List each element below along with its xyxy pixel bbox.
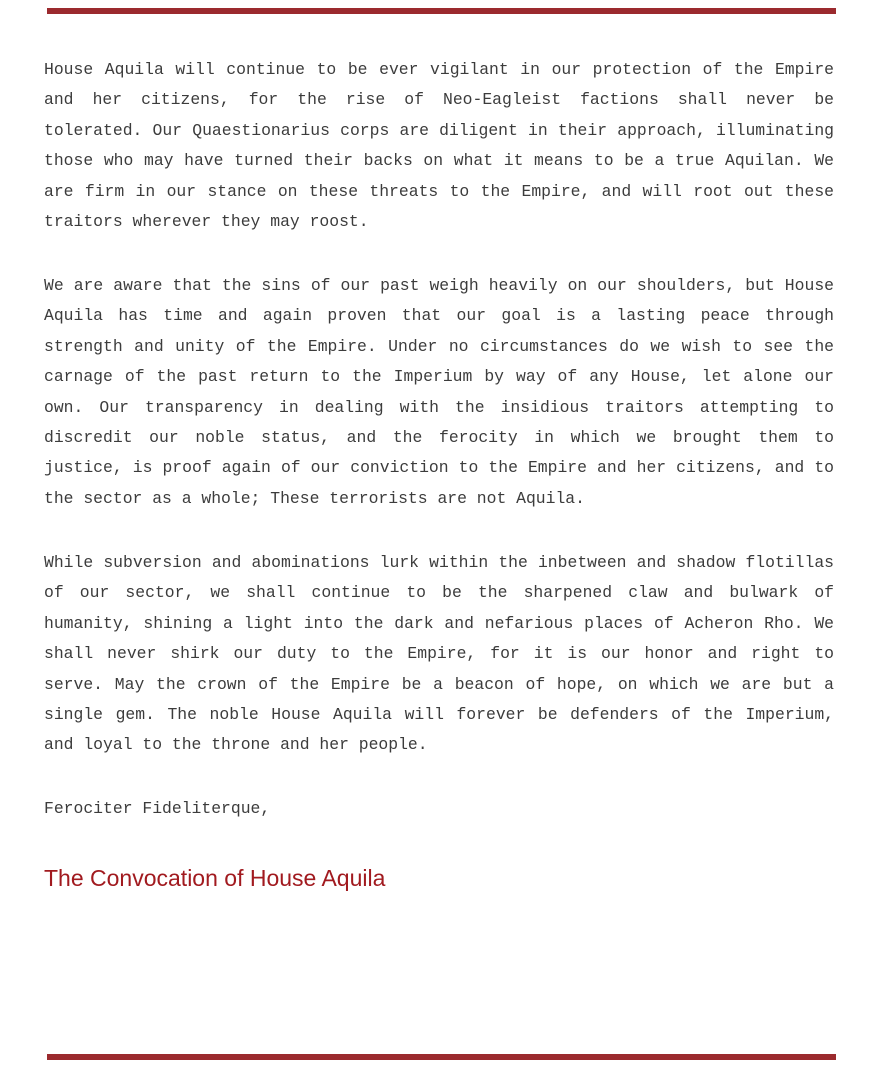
top-divider-rule <box>47 8 836 14</box>
signature-heading: The Convocation of House Aquila <box>44 865 386 891</box>
closing-line: Ferociter Fideliterque, <box>44 799 271 818</box>
paragraph-3: While subversion and abominations lurk within the inbetween and shadow flotillas of our sector, we shall continue to be the sharpened claw and bulwark of humanity, shining a light into the dark and nefarious places of Acheron Rho. We shall never shirk our duty to the Empire, for it is our honor and right to serve. May the crown of the Empire be a beacon of hope, on which we are but a single gem. The noble House Aquila will forever be defenders of the Imperium, and loyal to the throne and her people. <box>44 553 834 755</box>
paragraph-1: House Aquila will continue to be ever vigilant in our protection of the Empire and her citizens, for the rise of Neo-Eagleist factions shall never be tolerated. Our Quaestionarius corps are diligent in their approach, illuminating those who may have turned their backs on what it means to be a true Aquilan. We are firm in our stance on these threats to the Empire, and will root out these traitors wherever they may roost. <box>44 60 834 232</box>
bottom-divider-rule <box>47 1054 836 1060</box>
paragraph-2: We are aware that the sins of our past weigh heavily on our shoulders, but House Aquila has time and again proven that our goal is a lasting peace through strength and unity of the Empire. Under no circumstances do we wish to see the carnage of the past return to the Imperium by way of any House, let alone our own. Our transparency in dealing with the insidious traitors attempting to discredit our noble status, and the ferocity in which we brought them to justice, is proof again of our conviction to the Empire and her citizens, and to the sector as a whole; These terrorists are not Aquila. <box>44 276 834 508</box>
